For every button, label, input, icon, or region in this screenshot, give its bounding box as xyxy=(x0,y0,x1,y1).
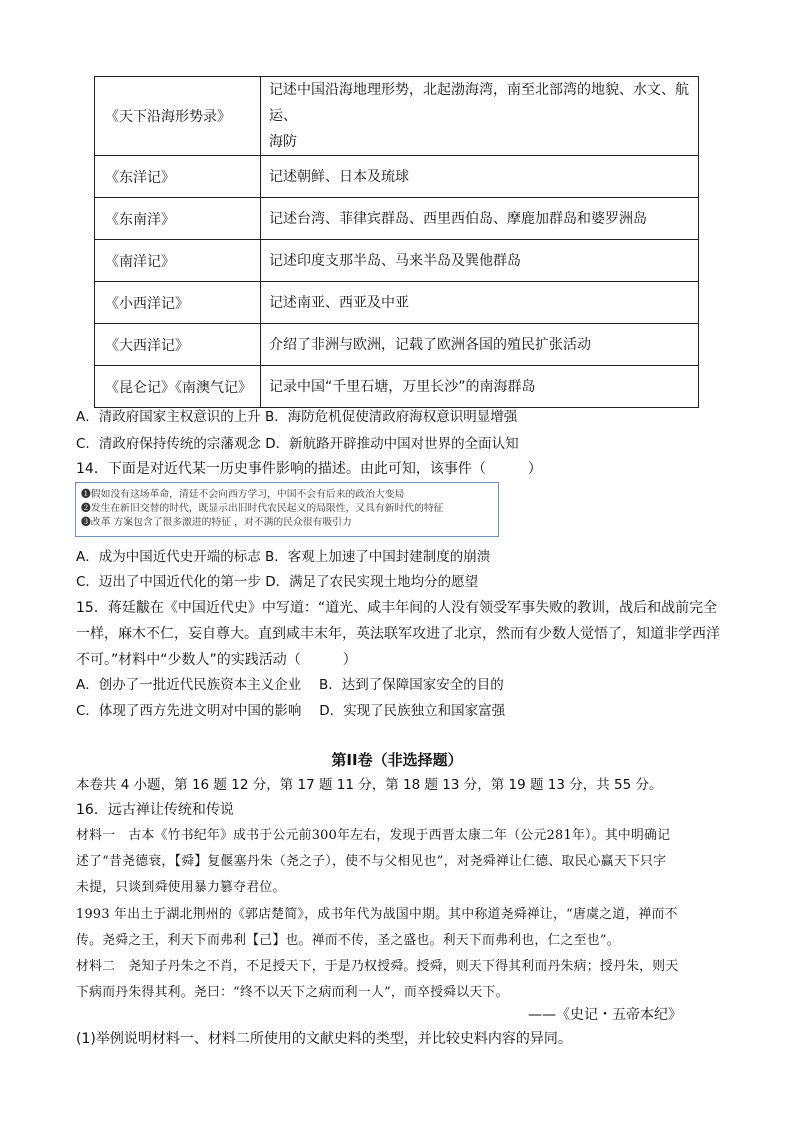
sea-records-table xyxy=(94,76,699,408)
description-line: 记录中国“千里石塘，万里长沙”的南海群岛 xyxy=(269,378,536,395)
q16-material1-line-1: 材料一 古本《竹书纪年》成书于公元前300年左右，发现于西晋太康二年（公元281年）。其中明确记 xyxy=(76,828,671,843)
description-line: 记述中国沿海地理形势，北起渤海湾，南至北部湾的地貌、水文、航运、 xyxy=(269,82,689,124)
q15-stem-line-1: 15．蒋廷黻在《中国近代史》中写道：“道光、咸丰年间的人没有领受军事失败的教训，战后和战前完全 xyxy=(76,600,718,616)
q16-stem: 16．远古禅让传统和传说 xyxy=(76,802,234,818)
q15-options-cd: C．体现了西方先进文明对中国的影响 D．实现了民族独立和国家富强 xyxy=(76,703,506,719)
table-row xyxy=(95,198,699,240)
book-title-cell: 《东南洋》 xyxy=(95,198,261,240)
book-description-cell xyxy=(261,282,699,324)
description-line: 海防 xyxy=(269,134,297,150)
book-description-cell xyxy=(261,198,699,240)
q13-options-ab: A．清政府国家主权意识的上升 B．海防危机促使清政府海权意识明显增强 xyxy=(76,409,518,425)
table-row xyxy=(95,366,699,408)
q14-quote-line-2: ❷发生在新旧交替的时代，既显示出旧时代农民起义的局限性，又具有新时代的特征 xyxy=(81,503,444,514)
q14-quote-line-1: ❶假如没有这场革命，清廷不会向西方学习，中国不会有后来的政治大变局 xyxy=(81,489,405,500)
book-title-cell: 《东洋记》 xyxy=(95,156,261,198)
book-description-cell xyxy=(261,156,699,198)
q16-material1-line-2: 述了“昔尧德衰，【舜】复偃塞丹朱（尧之子），使不与父相见也”，对尧舜禅让仁德、取民心赢天下只字 xyxy=(76,854,667,869)
q16-subquestion-1: (1)举例说明材料一、材料二所使用的文献史料的类型，并比较史料内容的异同。 xyxy=(76,1031,572,1047)
book-title-cell: 《大西洋记》 xyxy=(95,324,261,366)
table-row xyxy=(95,77,699,156)
description-line: 记述朝鲜、日本及琉球 xyxy=(269,168,409,185)
book-description-cell xyxy=(261,77,699,156)
q14-options-ab: A．成为中国近代史开端的标志 B．客观上加速了中国封建制度的崩溃 xyxy=(76,549,491,565)
q14-options-cd: C．迈出了中国近代化的第一步 D．满足了农民实现土地均分的愿望 xyxy=(76,574,479,590)
q14-stem: 14．下面是对近代某一历史事件影响的描述。由此可知，该事件（ ） xyxy=(76,461,542,477)
q16-material1-line-3: 未提，只谈到舜使用暴力篡夺君位。 xyxy=(76,880,286,895)
table-row xyxy=(95,240,699,282)
q16-material2-line-2: 下病而丹朱得其利。尧曰：“终不以天下之病而利一人”，而卒授舜以天下。 xyxy=(76,985,509,1000)
description-line: 记述南亚、西亚及中亚 xyxy=(269,294,409,311)
book-title-cell: 《小西洋记》 xyxy=(95,282,261,324)
q16-material1-line-4: 1993 年出土于湖北荆州的《郭店楚简》，成书年代为战国中期。其中称道尧舜禅让，“唐虞之道，禅而不 xyxy=(76,907,678,922)
q14-quote-line-3: ❸改革 方案包含了很多激进的特征 ，对不满的民众很有吸引力 xyxy=(81,517,352,528)
book-description-cell xyxy=(261,366,699,408)
section-2-intro: 本卷共 4 小题，第 16 题 12 分，第 17 题 11 分，第 18 题 13 分，第 19 题 13 分，共 55 分。 xyxy=(76,777,663,793)
q15-stem-line-2: 一样，麻木不仁，妄自尊大。直到咸丰末年，英法联军攻进了北京，然而有少数人觉悟了，知道非学西洋 xyxy=(76,626,720,642)
q13-options-cd: C．清政府保持传统的宗藩观念 D．新航路开辟推动中国对世界的全面认知 xyxy=(76,436,519,452)
table-row xyxy=(95,156,699,198)
book-description-cell xyxy=(261,240,699,282)
book-title-cell: 《南洋记》 xyxy=(95,240,261,282)
q14-quote-box xyxy=(75,482,499,537)
description-line: 记述印度支那半岛、马来半岛及巽他群岛 xyxy=(269,252,521,269)
description-line: 记述台湾、菲律宾群岛、西里西伯岛、摩鹿加群岛和婆罗洲岛 xyxy=(269,210,647,227)
book-description-cell xyxy=(261,324,699,366)
q15-options-ab: A．创办了一批近代民族资本主义企业 B．达到了保障国家安全的目的 xyxy=(76,677,504,693)
book-title-cell: 《天下沿海形势录》 xyxy=(95,77,261,156)
table-row xyxy=(95,282,699,324)
book-title-cell: 《昆仑记》《南澳气记》 xyxy=(95,366,261,408)
q16-material2-line-1: 材料二 尧知子丹朱之不肖，不足授天下，于是乃权授舜。授舜，则天下得其利而丹朱病；授丹朱，则天 xyxy=(76,959,679,974)
description-line: 介绍了非洲与欧洲，记载了欧洲各国的殖民扩张活动 xyxy=(269,336,591,353)
section-2-title: 第II卷（非选择题） xyxy=(331,751,463,769)
q16-source: ——《史记・五帝本纪》 xyxy=(528,1007,682,1023)
table-row xyxy=(95,324,699,366)
q15-stem-line-3: 不可。”材料中“少数人”的实践活动（ ） xyxy=(76,652,357,668)
q16-material1-line-5: 传。尧舜之王，利天下而弗利【己】也。禅而不传，圣之盛也。利天下而弗利也，仁之至也”。 xyxy=(76,933,620,948)
